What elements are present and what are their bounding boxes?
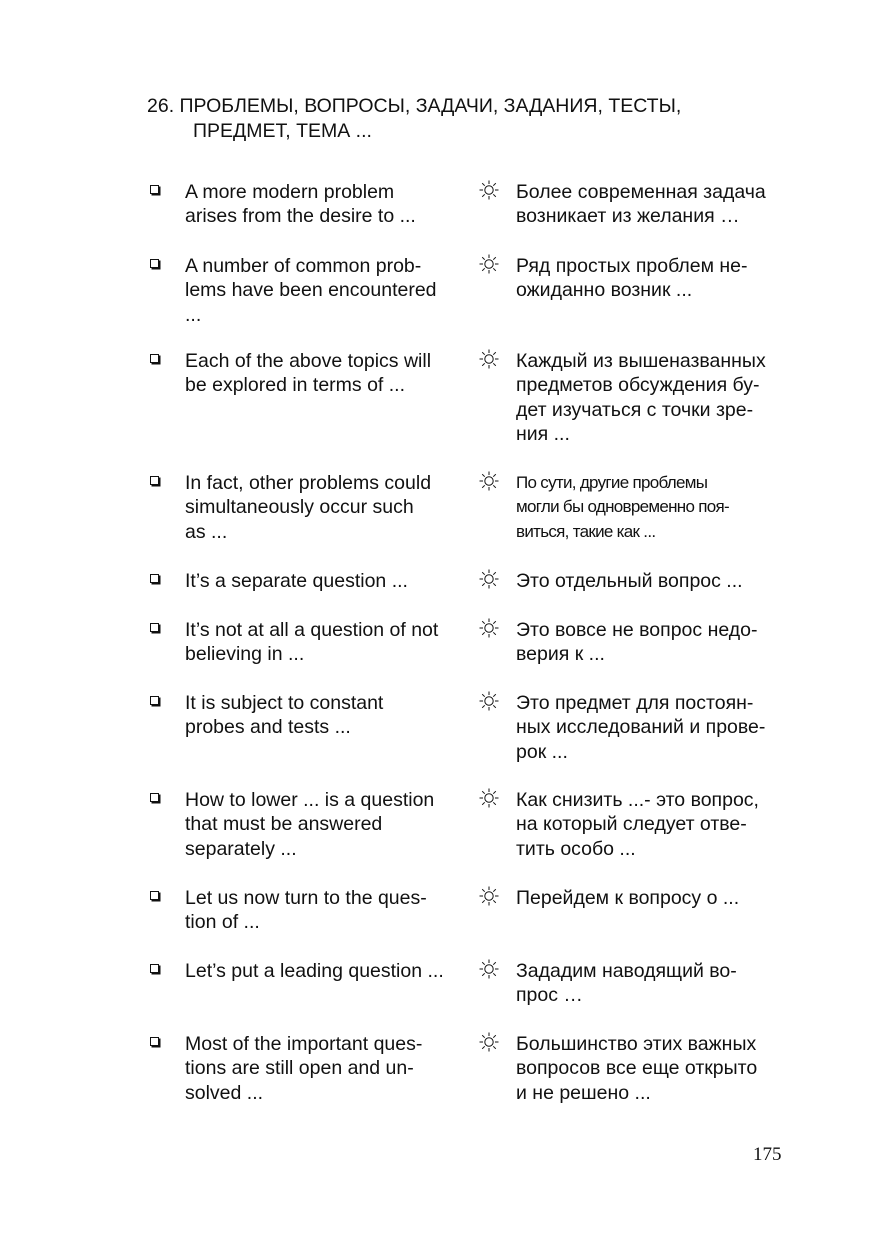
checkbox-bullet-icon (150, 574, 159, 583)
sun-icon (479, 180, 499, 200)
russian-phrase: Каждый из вышеназванных предметов обсуждения бу- дет изучаться с точки зре- ния ... (516, 350, 766, 446)
english-phrase: Let’s put a leading question ... (185, 960, 444, 982)
english-phrase: A more modern problem arises from the desire to ... (185, 181, 416, 228)
sun-icon (479, 691, 499, 711)
russian-phrase: Это вовсе не вопрос недо- верия к ... (516, 619, 758, 666)
checkbox-bullet-icon (150, 259, 159, 268)
checkbox-bullet-icon (150, 964, 159, 973)
russian-phrase: Это отдельный вопрос ... (516, 570, 743, 592)
russian-phrase: Большинство этих важных вопросов все еще открыто и не решено ... (516, 1033, 758, 1104)
checkbox-bullet-icon (150, 623, 159, 632)
page-number: 175 (753, 1144, 782, 1165)
checkbox-bullet-icon (150, 696, 159, 705)
english-phrase: It’s not at all a question of not believing in ... (185, 619, 439, 666)
sun-icon (479, 886, 499, 906)
sun-icon (479, 349, 499, 369)
english-phrase: How to lower ... is a question that must be answered separately ... (185, 789, 435, 860)
english-phrase: Each of the above topics will be explored in terms of ... (185, 350, 432, 397)
section-title-line1: 26. ПРОБЛЕМЫ, ВОПРОСЫ, ЗАДАЧИ, ЗАДАНИЯ, ТЕСТЫ, (147, 95, 682, 117)
russian-phrase: Это предмет для постоян- ных исследований и прове- рок ... (516, 692, 766, 763)
checkbox-bullet-icon (150, 476, 159, 485)
sun-icon (479, 254, 499, 274)
russian-phrase: По сути, другие проблемы могли бы одновременно поя- виться, такие как ... (516, 473, 729, 541)
english-phrase: In fact, other problems could simultaneously occur such as ... (185, 472, 432, 543)
checkbox-bullet-icon (150, 793, 159, 802)
section-title-line2: ПРЕДМЕТ, ТЕМА ... (193, 120, 372, 142)
english-phrase: Most of the important ques- tions are still open and un- solved ... (185, 1033, 423, 1104)
checkbox-bullet-icon (150, 185, 159, 194)
russian-phrase: Зададим наводящий во- прос … (516, 960, 737, 1007)
russian-phrase: Перейдем к вопросу о ... (516, 887, 740, 909)
sun-icon (479, 788, 499, 808)
checkbox-bullet-icon (150, 354, 159, 363)
checkbox-bullet-icon (150, 891, 159, 900)
sun-icon (479, 1032, 499, 1052)
russian-phrase: Более современная задача возникает из желания … (516, 181, 766, 228)
russian-phrase: Как снизить ...- это вопрос, на который следует отве- тить особо ... (516, 789, 759, 860)
sun-icon (479, 618, 499, 638)
english-phrase: It is subject to constant probes and tests ... (185, 692, 384, 739)
russian-phrase: Ряд простых проблем не- ожиданно возник ... (516, 255, 748, 302)
english-phrase: A number of common prob- lems have been encountered ... (185, 255, 437, 326)
sun-icon (479, 569, 499, 589)
english-phrase: It’s a separate question ... (185, 570, 408, 592)
section-heading (147, 94, 681, 144)
sun-icon (479, 471, 499, 491)
checkbox-bullet-icon (150, 1037, 159, 1046)
sun-icon (479, 959, 499, 979)
english-phrase: Let us now turn to the ques- tion of ... (185, 887, 427, 934)
